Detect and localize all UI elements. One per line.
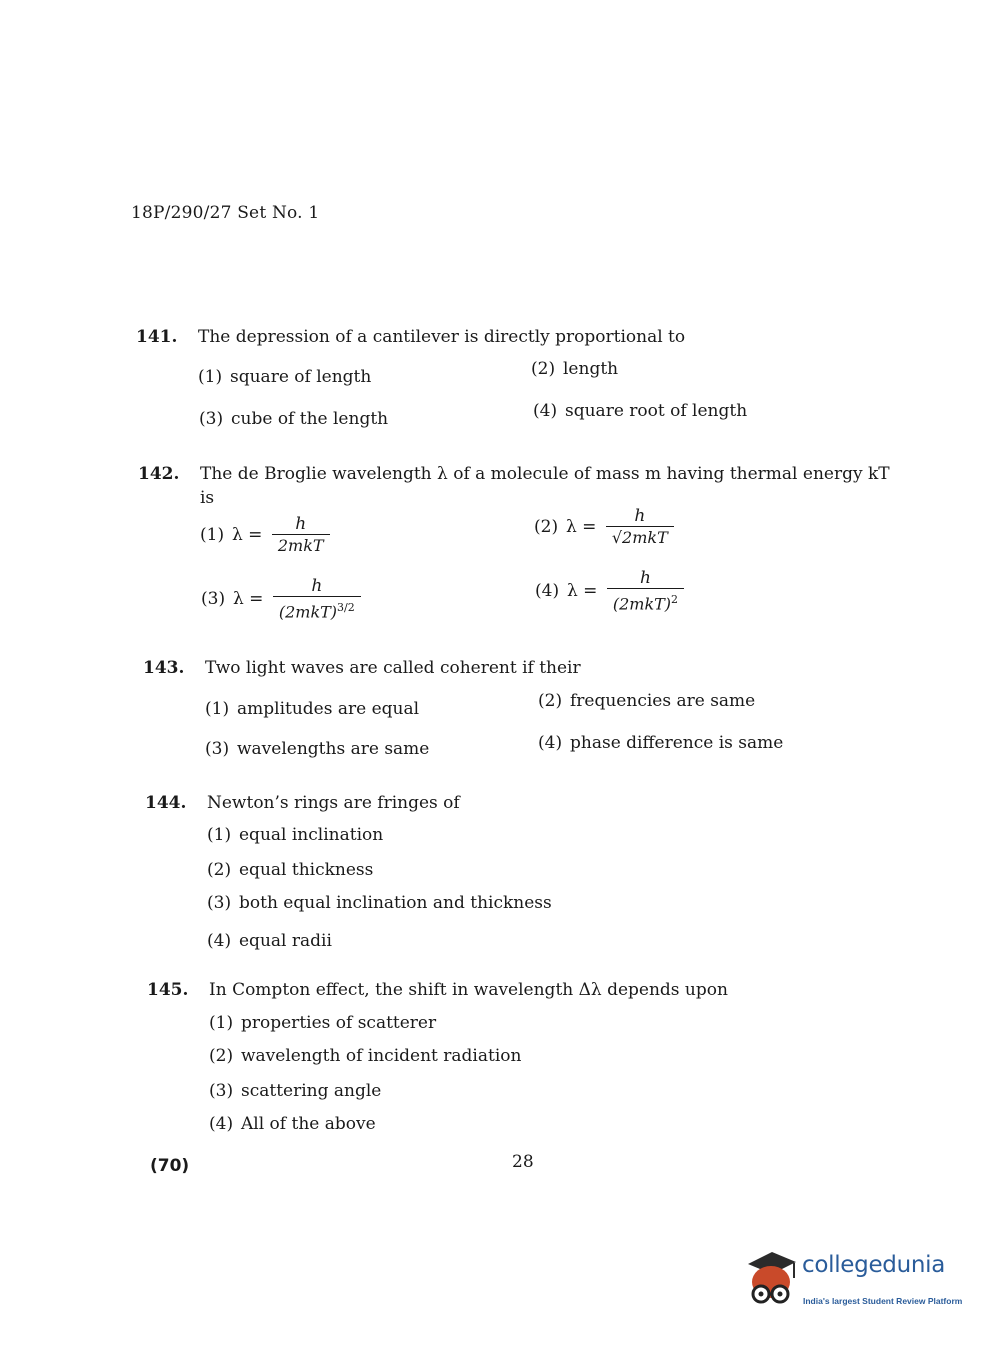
option-2: (2) length [531, 359, 619, 379]
option-3: (3) wavelengths are same [205, 739, 430, 759]
option-4: (4) λ = $\frac{h}{(2mkT)^2}$ [535, 568, 684, 615]
option-2: (2) λ = $\frac{h}{\text{√2mkT}}$ [534, 506, 674, 549]
question-145 [147, 978, 927, 1002]
fraction: $\frac{h}{(2mkT)^{3/2}}$ [273, 576, 361, 623]
question-text: Newton’s rings are fringes of [207, 793, 460, 813]
logo-tagline: India's largest Student Review Platform [803, 1296, 963, 1306]
fraction: $\frac{h}{\text{2mkT}}$ [272, 514, 330, 557]
option-1: (1) square of length [198, 367, 372, 387]
question-number: 144. [145, 793, 187, 813]
logo-wordmark: collegedunia [802, 1252, 946, 1278]
option-1: (1) λ = $\frac{h}{\text{2mkT}}$ [200, 514, 330, 557]
option-1: (1) equal inclination [207, 825, 384, 845]
option-3: (3) scattering angle [209, 1081, 382, 1101]
question-number: 142. [138, 464, 180, 484]
option-2: (2) frequencies are same [538, 691, 756, 711]
fraction: $\frac{h}{(2mkT)^2}$ [607, 568, 684, 615]
question-number: 141. [136, 327, 178, 347]
question-143 [143, 656, 923, 680]
fraction: $\frac{h}{\text{√2mkT}}$ [606, 506, 674, 549]
option-3: (3) cube of the length [199, 409, 389, 429]
question-text: The depression of a cantilever is directly proportional to [198, 327, 686, 347]
question-text: The de Broglie wavelength λ of a molecule of mass m having thermal energy kT is [200, 464, 890, 508]
option-3: (3) λ = $\frac{h}{(2mkT)^{3/2}}$ [201, 576, 361, 623]
mascot-icon [742, 1248, 800, 1318]
option-3: (3) both equal inclination and thickness [207, 893, 552, 913]
question-141 [136, 325, 916, 349]
option-2: (2) equal thickness [207, 860, 374, 880]
option-1: (1) amplitudes are equal [205, 699, 420, 719]
question-text: Two light waves are called coherent if their [205, 658, 581, 678]
option-4: (4) phase difference is same [538, 733, 784, 753]
question-144 [145, 791, 925, 815]
footer-code: (70) [150, 1156, 190, 1176]
question-number: 143. [143, 658, 185, 678]
question-142 [138, 462, 918, 510]
option-4: (4) All of the above [209, 1114, 376, 1134]
collegedunia-logo[interactable] [742, 1248, 972, 1318]
page-number: 28 [512, 1152, 534, 1172]
question-text: In Compton effect, the shift in wavelength Δλ depends upon [209, 980, 728, 1000]
question-number: 145. [147, 980, 189, 1000]
option-4: (4) square root of length [533, 401, 748, 421]
paper-code: 18P/290/27 Set No. 1 [131, 203, 320, 223]
option-1: (1) properties of scatterer [209, 1013, 437, 1033]
option-2: (2) wavelength of incident radiation [209, 1046, 522, 1066]
option-4: (4) equal radii [207, 931, 332, 951]
